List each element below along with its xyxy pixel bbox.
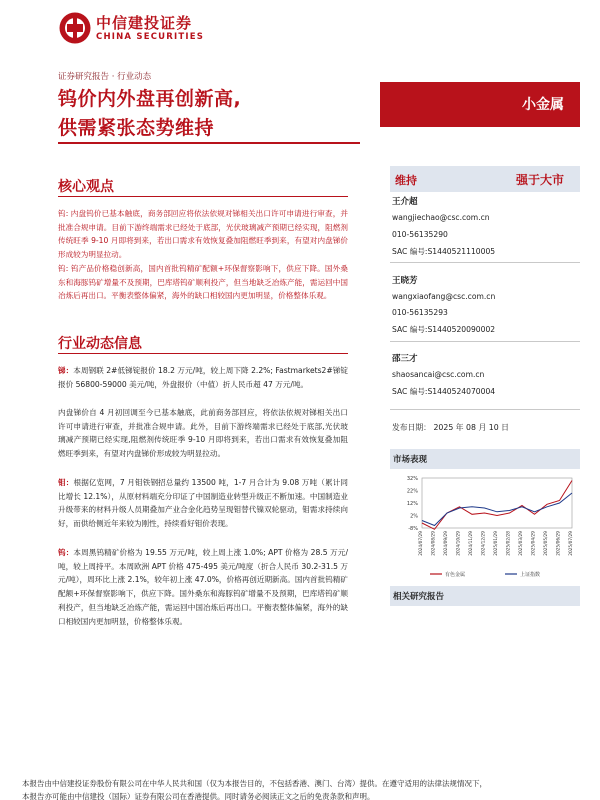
rating-bar: [390, 166, 580, 192]
report-title-line-2: 供需紧张态势维持: [58, 117, 215, 139]
analyst-name: 王介超: [392, 197, 418, 207]
x-tick-label: 2025/05/29: [544, 531, 549, 556]
analyst-sac: SAC 编号:S1440520090002: [392, 325, 496, 334]
x-tick-label: 2025/06/29: [556, 531, 562, 556]
logo-mark-icon: [58, 11, 92, 45]
keyword-molybdenum: 钼：: [58, 478, 74, 487]
series-line: [422, 481, 572, 530]
x-tick-label: 2024/11/29: [469, 531, 474, 556]
market-performance-chart: [390, 470, 580, 580]
analyst-sac: SAC 编号:S1440524070004: [392, 387, 496, 396]
rating-action: 维持: [395, 174, 417, 187]
market-performance-label: 市场表现: [393, 455, 428, 465]
analyst-divider: [390, 409, 580, 410]
legend-label: 有色金属: [445, 572, 466, 578]
y-tick-label: 12%: [406, 501, 418, 507]
rating-value: 强于大市: [515, 173, 564, 187]
plot-frame: [422, 478, 572, 528]
sector-label: 小金属: [522, 97, 564, 113]
publish-date: 发布日期： 2025 年 08 月 10 日: [392, 423, 509, 432]
industry-paragraph-antimony-2: 内盘锑价自 4 月初回调至今已基本触底，此前商务部回应，将依法依规对锑相关出口许可申请进行审查，并批准合规申请。此外，目前下游终端需求已经处于底部,光伏玻璃减产预期已经实现,阻燃剂传统旺季 9-10 月即将到来，若出口需求有效恢复叠加阻燃旺季到来，有望对内盘锑价形成较为明显拉动。: [58, 408, 348, 459]
industry-paragraph-tungsten: [58, 546, 348, 628]
industry-paragraph-molybdenum: [58, 476, 348, 531]
x-tick-label: 2025/07/29: [569, 531, 574, 556]
logo: [58, 11, 213, 47]
y-tick-label: 32%: [406, 476, 418, 482]
analyst-email[interactable]: shaosancai@csc.com.cn: [392, 370, 485, 379]
analyst-phone: 010-56135290: [392, 230, 448, 239]
analyst-email[interactable]: wangxiaofang@csc.com.cn: [392, 292, 496, 301]
core-view-paragraph-1: 钨: 内盘钨价已基本触底，商务部回应将依法依规对锑相关出口许可申请进行审查，并批准合规申请。目前下游终端需求已经处于底部，光伏玻璃减产预期已经实现，阻燃剂传统旺季 9-10 月即将到来，若出口需求有效恢复叠加阻燃旺季到来，有望对内盘锑价形成较为明显拉动。: [58, 209, 348, 260]
industry-divider: [58, 353, 348, 354]
disclaimer-line-2: 本报告亦可能由中信建投（国际）证券有限公司在香港提供。同时请务必阅读正文之后的免责条款和声明。: [22, 792, 375, 800]
analyst-divider: [390, 341, 580, 342]
x-tick-label: 2024/09/29: [444, 531, 449, 556]
analyst-phone: 010-56135293: [392, 308, 448, 317]
title-divider: [58, 142, 360, 144]
logo-text-en: CHINA SECURITIES: [96, 32, 205, 42]
disclaimer-line-1: 本报告由中信建投证券股份有限公司在中华人民共和国（仅为本报告目的，不包括香港、澳门、台湾）提供。在遵守适用的法律法规情况下，: [22, 779, 487, 788]
keyword-antimony: 锑：: [58, 366, 74, 375]
analyst-sac: SAC 编号:S1440521110005: [392, 247, 496, 256]
core-view-divider: [58, 196, 348, 197]
breadcrumb: 证券研究报告 · 行业动态: [58, 72, 152, 82]
core-view-heading: 核心观点: [58, 179, 114, 195]
analyst-email[interactable]: wangjiechao@csc.com.cn: [392, 213, 490, 222]
y-tick-label: 2%: [410, 513, 418, 520]
disclaimer: [22, 777, 582, 800]
tungsten-text: 本周黑钨精矿价格为 19.55 万元/吨，较上周上涨 1.0%; APT 价格为 28.5 万元/吨，较上周持平。本周欧洲 APT 价格 475-495 美元/吨度（折合人民币 30.2-31.5 万元/吨），周环比上涨 2.1%，较年初上涨 47.0%，价格再创近期新高。国内首批钨精矿配额+环保督察影响下，供应下降。国外桑东和海豚钨矿增量不及预期，巴库塔钨矿顺利投产，但当地缺乏冶炼产能，需运回中国冶炼后再出口。平衡表整体偏紧，海外的缺口相较国内更加明显，价格整体乐观。: [58, 548, 349, 626]
related-reports-label: 相关研究报告: [393, 592, 445, 602]
legend-label: 上证指数: [520, 572, 541, 578]
related-reports-bar: [390, 586, 580, 606]
molybdenum-text: 根据亿览网，7 月钼铁钢招总量约 13500 吨，1-7 月合计为 9.08 万吨（累计同比增长 12.1%），从原材料端充分印证了中国制造业转型升级正不断加速。中国制造业升级带来的材料升级人员期叠加产业合金化趋势呈现钼替代镍双轮驱动，钼需求持续向好，而供给侧近年来较为刚性，持续看好钼价表现。: [58, 478, 349, 529]
series-line: [422, 493, 572, 526]
x-tick-label: 2025/01/29: [494, 531, 499, 556]
report-title-line-1: 钨价内外盘再创新高,: [58, 88, 242, 110]
x-tick-label: 2024/07/29: [419, 531, 424, 556]
analyst-name: 王晓芳: [392, 276, 418, 286]
market-performance-bar: [390, 449, 580, 469]
core-view-paragraph-2: 钨: 钨产品价格稳创新高，国内首批钨精矿配额+环保督察影响下，供应下降。国外桑东和海豚钨矿增量不及预期，巴库塔钨矿顺利投产，但当地缺乏冶炼产能，需运回中国冶炼后再出口。平衡表整体偏紧，海外的缺口相较国内更加明显，价格整体乐观。: [58, 264, 348, 301]
x-tick-label: 2025/04/29: [531, 531, 537, 556]
industry-paragraph-antimony: [58, 364, 348, 391]
logo-text-cn: 中信建投证券: [96, 14, 193, 32]
antimony-text: 本周钢联 2#低锑锭报价 18.2 万元/吨，较上周下降 2.2%; Fastmarkets2#锑锭报价 56800-59000 美元/吨，外盘报价（中值）折人民币超 47 万元/吨。: [58, 366, 349, 389]
x-tick-label: 2025/02/28: [506, 531, 512, 556]
keyword-tungsten: 钨：: [58, 548, 74, 557]
x-tick-label: 2024/12/29: [481, 531, 487, 556]
industry-heading: 行业动态信息: [58, 336, 142, 352]
sector-banner: [380, 82, 580, 127]
x-tick-label: 2024/10/29: [456, 531, 462, 556]
analyst-divider: [390, 262, 580, 263]
x-tick-label: 2025/03/29: [519, 531, 524, 556]
y-tick-label: -8%: [408, 526, 418, 532]
x-tick-label: 2024/08/29: [431, 531, 437, 556]
analyst-name: 邵三才: [392, 354, 418, 364]
y-tick-label: 22%: [406, 488, 418, 495]
